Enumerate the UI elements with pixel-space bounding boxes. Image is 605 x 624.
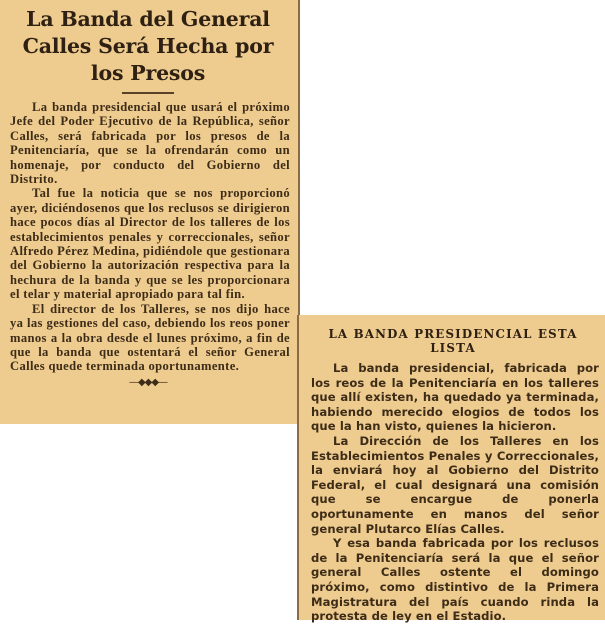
article-headline: La Banda del General Calles Será Hecha por los Presos: [22, 7, 274, 85]
article-paragraph: Y esa banda fabricada por los reclusos de la Penitenciaría será la que el señor general Calles ostente el domingo próximo, como distintivo de la Primera Magistratura del país cuando rinda la protesta de ley en el Estadio.: [311, 536, 599, 624]
article-paragraph: Tal fue la noticia que se nos proporcionó ayer, diciéndosenos que los reclusos se dirigieron hace pocos días al Director de los talleres de los establecimientos penales y correccionales, señor Alfredo Pérez Medina, pidiéndole que gestionara del Gobierno la autorización respectiva para la hechura de la banda y que se les proporcionara el telar y material apropiado para tal fin.: [10, 186, 290, 302]
newspaper-clipping-left: [0, 0, 300, 424]
headline-rule: [122, 92, 174, 94]
article-body: [307, 361, 599, 624]
article-paragraph: El director de los Talleres, se nos dijo hace ya las gestiones del caso, debiendo los reos poner manos a la obra desde el lunes próximo, a fin de que la banda que ostentará el señor General Calles quede terminada oportunamente.: [10, 301, 290, 374]
article-paragraph: La Dirección de los Talleres en los Establecimientos Penales y Correccionales, la enviará hoy al Gobierno del Distrito Federal, el cual designará una comisión que se encargue de ponerla oportunamente en manos del señor general Plutarco Elías Calles.: [311, 433, 599, 536]
article-paragraph: La banda presidencial que usará el próximo Jefe del Poder Ejecutivo de la República, señor Calles, será fabricada por los presos de la Penitenciaría, que se la ofrendarán como un homenaje, por conducto del Gobierno del Distrito.: [10, 100, 290, 187]
newspaper-clipping-right: [297, 315, 605, 624]
article-body: [6, 100, 290, 374]
ornament-divider: —◆◆◆—: [128, 376, 168, 388]
article-paragraph: La banda presidencial, fabricada por los reos de la Penitenciaría en los talleres que allí existen, ha quedado ya terminada, habiendo merecido elogios de todos los que la han visto, quienes la hicieron.: [311, 361, 599, 434]
article-headline: LA BANDA PRESIDENCIAL ESTA LISTA: [328, 327, 578, 355]
